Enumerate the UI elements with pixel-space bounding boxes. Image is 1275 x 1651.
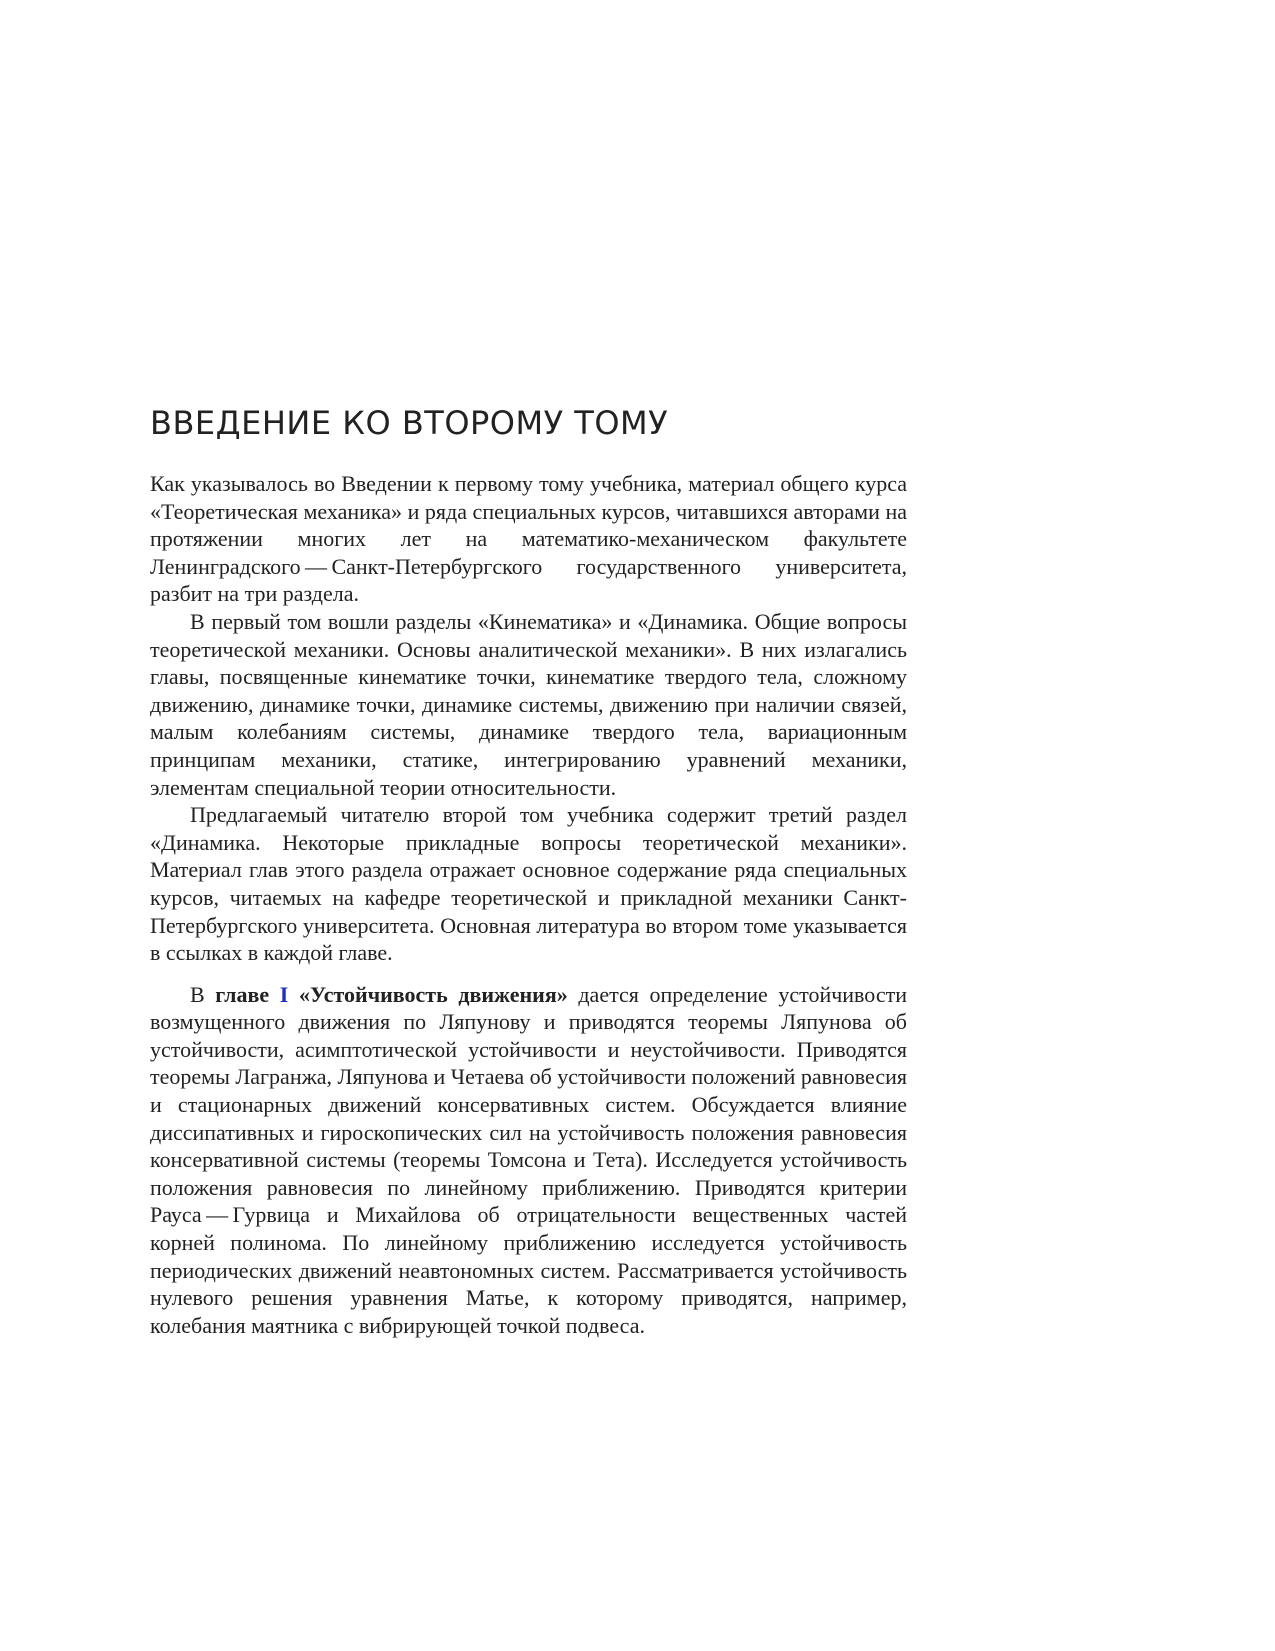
chapter-title: «Устойчивость движения» [298, 981, 568, 1007]
chapter-link[interactable]: I [279, 981, 289, 1007]
paragraph-3: Предлагаемый читателю второй том учебника содержит третий раздел «Динамика. Некоторые прикладные вопросы теоретической механики». Материал глав этого раздела отражает основное содержание ряда специальных курсов, читаемых на кафедре теоретической и прикладной механики Санкт-Петербургского университета. Основная литература во втором томе указывается в ссылках в каждой главе. [150, 802, 907, 966]
chapter-word: главе [215, 981, 270, 1007]
paragraph-4-lead: В [190, 981, 216, 1007]
paragraph-4-text: дается определение устойчивости возмущенного движения по Ляпунову и приводятся теоремы Ляпунова об устойчивости, асимптотической устойчивости и неустойчивости. Приводятся теоремы Лагранжа, Ляпунова и Четаева об устойчивости положений равновесия и стационарных движений консервативных систем. Обсуждается влияние диссипативных и гироскопических сил на устойчивость положения равновесия консервативной системы (теоремы Томсона и Тета). Исследуется устойчивость положения равновесия по линейному приближению. Приводятся критерии Рауса — Гурвица и Михайлова об отрицательности вещественных частей корней полинома. По линейному приближению исследуется устойчивость периодических движений неавтономных систем. Рассматривается устойчивость нулевого решения уравнения Матье, к которому приводятся, например, колебания маятника с вибрирующей точкой подвеса. [150, 981, 908, 1338]
paragraph-2: В первый том вошли разделы «Кинематика» и «Динамика. Общие вопросы теоретической механики. Основы аналитической механики». В них излагались главы, посвященные кинематике точки, кинематике твердого тела, сложному движению, динамике точки, динамике системы, движению при наличии связей, малым колебаниям системы, динамике твердого тела, вариационным принципам механики, статике, интегрированию уравнений механики, элементам специальной теории относительности. [150, 608, 907, 800]
page-title: ВВЕДЕНИЕ КО ВТОРОМУ ТОМУ [150, 404, 669, 442]
body-text [150, 470, 907, 1339]
paragraph-4 [150, 981, 907, 1340]
paragraph-1: Как указывалось во Введении к первому тому учебника, материал общего курса «Теоретическая механика» и ряда специальных курсов, читавшихся авторами на протяжении многих лет на математико-механическом факультете Ленинградского — Санкт-Петербургского государственного университета, разбит на три раздела. [150, 471, 907, 607]
